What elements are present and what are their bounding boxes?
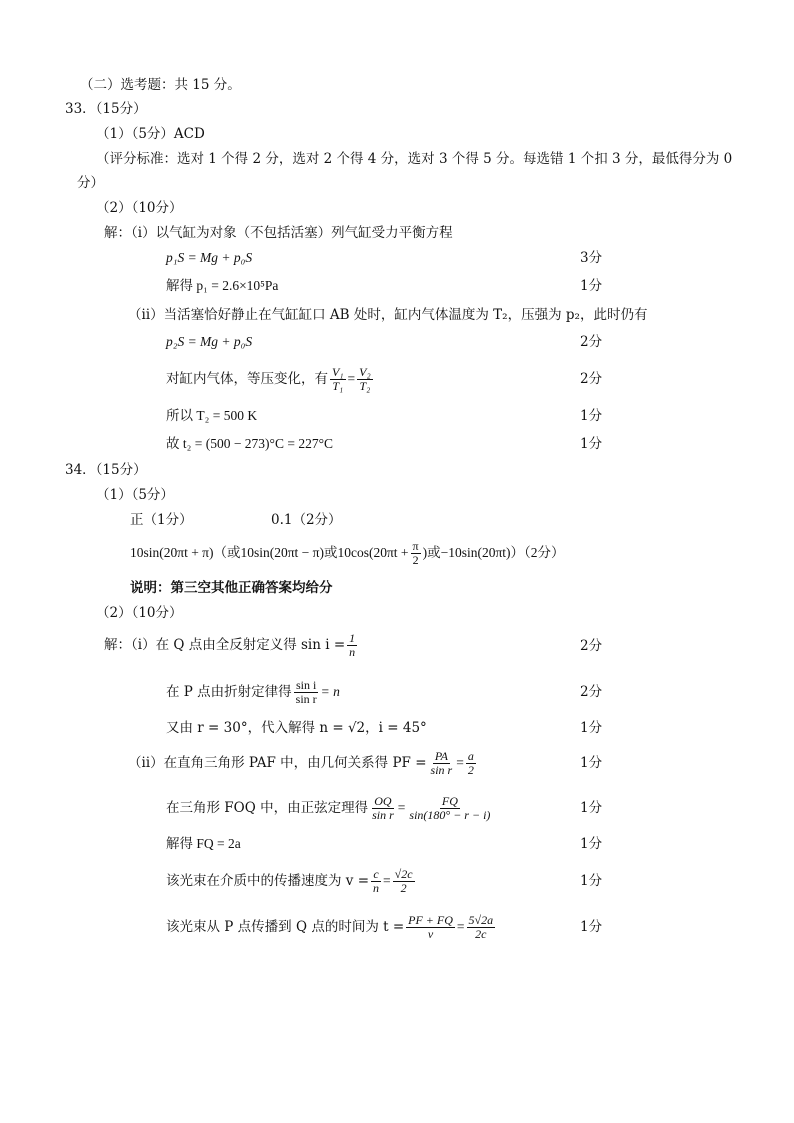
q33-part2-label: （2）（10分） <box>96 200 183 216</box>
q33-header: 33．（15分） <box>65 101 147 117</box>
q34-step-2-score: 2分 <box>580 684 603 700</box>
q34-step-8: 该光束从 P 点传播到 Q 点的时间为 t = $\frac{PF + FQ}{v}$ = $\frac{5√2a}{2c}$ <box>166 913 494 941</box>
q34-step-4: （ⅱ）在直角三角形 PAF 中，由几何关系得 PF = $\frac{PA}{\text{sin r}}$ = $\frac{a}{2}$ <box>128 749 474 777</box>
q33-equation-3-score: 2分 <box>580 334 603 350</box>
q34-step-4-score: 1分 <box>580 755 603 771</box>
q33-equation-1: p₁S = Mg + p₀S <box>166 250 253 265</box>
fraction-v2-t2: $\frac{\text{V₂}}{\text{T₂}}$ <box>359 365 371 393</box>
q34-part1-label: （1）（5分） <box>96 487 174 503</box>
q34-step-8-score: 1分 <box>580 919 603 935</box>
fraction-fq-over-sin: $\frac{FQ}{\sin(180^\circ - r - i)}$ <box>409 794 491 822</box>
q34-header: 34．（15分） <box>65 462 147 478</box>
q33-equation-4-prefix: 对缸内气体，等压变化，有 <box>166 371 328 387</box>
fraction-root2c-over-2: $\frac{√2c}{2}$ <box>394 867 413 895</box>
fraction-pf-fq-over-v: $\frac{PF + FQ}{v}$ <box>408 913 453 941</box>
q34-answer-b: 0.1（2分） <box>271 512 342 528</box>
fraction-pi-over-2: $\frac{\pi}{2}$ <box>412 539 419 568</box>
q34-part2-label: （2）（10分） <box>96 605 183 621</box>
q33-equation-6: 故 t₂ = (500 − 273)°C = 227°C <box>166 436 333 451</box>
fraction-v1-t1: $\frac{\text{V₁}}{\text{T₁}}$ <box>332 365 344 393</box>
q34-step-1-score: 2分 <box>580 638 603 654</box>
q34-answer-c-suffix: )或−10sin(20πt)）（2分） <box>422 545 565 560</box>
q33-equation-5: 所以 T₂ = 500 K <box>166 408 258 423</box>
fraction-1-over-n: $\frac{1}{n}$ <box>349 631 356 659</box>
q33-equation-4: 对缸内气体，等压变化，有 $\frac{\text{V₁}}{\text{T₁}}$ = $\frac{\text{V₂}}{\text{T₂}}$ <box>166 365 371 393</box>
q33-part1-answer: （1）（5分）ACD <box>96 126 205 142</box>
q33-solution-i-intro: 解：（ⅰ）以气缸为对象（不包括活塞）列气缸受力平衡方程 <box>104 225 453 241</box>
q34-answer-a: 正（1分） <box>130 512 193 528</box>
q34-step-2-prefix: 在 P 点由折射定律得 <box>166 684 292 700</box>
q34-step-7-score: 1分 <box>580 873 603 889</box>
q34-step-6-score: 1分 <box>580 836 603 852</box>
fraction-pa-over-sinr: $\frac{PA}{\text{sin r}}$ <box>430 749 453 777</box>
q34-step-2 <box>166 675 340 709</box>
q34-note: 说明：第三空其他正确答案均给分 <box>130 580 333 596</box>
q34-step-6: 解得 FQ = 2a <box>166 836 241 851</box>
q34-step-8-prefix: 该光束从 P 点传播到 Q 点的时间为 t = <box>166 919 405 935</box>
q34-step-5-prefix: 在三角形 FOQ 中，由正弦定理得 <box>166 800 369 816</box>
q34-step-4-prefix: （ⅱ）在直角三角形 PAF 中，由几何关系得 PF = <box>128 755 427 771</box>
q33-criteria-line2: 分） <box>77 175 104 191</box>
q34-step-3: 又由 r = 30°，代入解得 n = √2，i = 45° <box>166 720 427 736</box>
q33-equation-6-score: 1分 <box>580 436 603 452</box>
q33-criteria-line1: （评分标准：选对 1 个得 2 分，选对 2 个得 4 分，选对 3 个得 5 分。每选错 1 个扣 3 分，最低得分为 0 <box>96 151 733 167</box>
q33-equation-5-score: 1分 <box>580 408 603 424</box>
q34-answer-c <box>130 536 565 570</box>
q33-equation-2-score: 1分 <box>580 278 603 294</box>
fraction-sini-over-sinr: $\frac{\text{sin i}}{\text{sin r}}$ <box>295 678 317 706</box>
fraction-a-over-2: $\frac{a}{2}$ <box>467 749 474 777</box>
fraction-c-over-n: $\frac{c}{n}$ <box>373 867 380 895</box>
q34-step-1 <box>104 628 359 662</box>
section-title: （二）选考题：共 15 分。 <box>80 77 241 93</box>
q34-step-1-prefix: 解：（ⅰ）在 Q 点由全反射定义得 sin i = <box>104 637 346 653</box>
q34-step-7-prefix: 该光束在介质中的传播速度为 v = <box>166 873 370 889</box>
fraction-oq-over-sinr: $\frac{OQ}{\text{sin r}}$ <box>372 794 394 822</box>
q33-solution-ii-intro: （ⅱ）当活塞恰好静止在气缸缸口 AB 处时，缸内气体温度为 T₂，压强为 p₂，此时仍有 <box>128 307 648 323</box>
q34-step-5: 在三角形 FOQ 中，由正弦定理得 $\frac{OQ}{\text{sin r}}$ = $\frac{FQ}{\sin(180^\circ - r - i)}$ <box>166 794 491 822</box>
q33-equation-1-score: 3分 <box>580 250 603 266</box>
q34-step-5-score: 1分 <box>580 800 603 816</box>
q33-equation-4-score: 2分 <box>580 371 603 387</box>
fraction-5root2a-over-2c: $\frac{5√2a}{2c}$ <box>468 913 494 941</box>
q34-step-7: 该光束在介质中的传播速度为 v = $\frac{c}{n}$ = $\frac{√2c}{2}$ <box>166 867 413 895</box>
q34-answer-c-prefix: 10sin(20πt + π)（或10sin(20πt − π)或10cos(20πt + <box>130 545 409 560</box>
q34-step-2-suffix: = n <box>320 684 340 699</box>
q33-equation-3: p₂S = Mg + p₀S <box>166 334 253 349</box>
q33-equation-2: 解得 p₁ = 2.6×10⁵Pa <box>166 278 279 293</box>
q34-step-3-score: 1分 <box>580 720 603 736</box>
